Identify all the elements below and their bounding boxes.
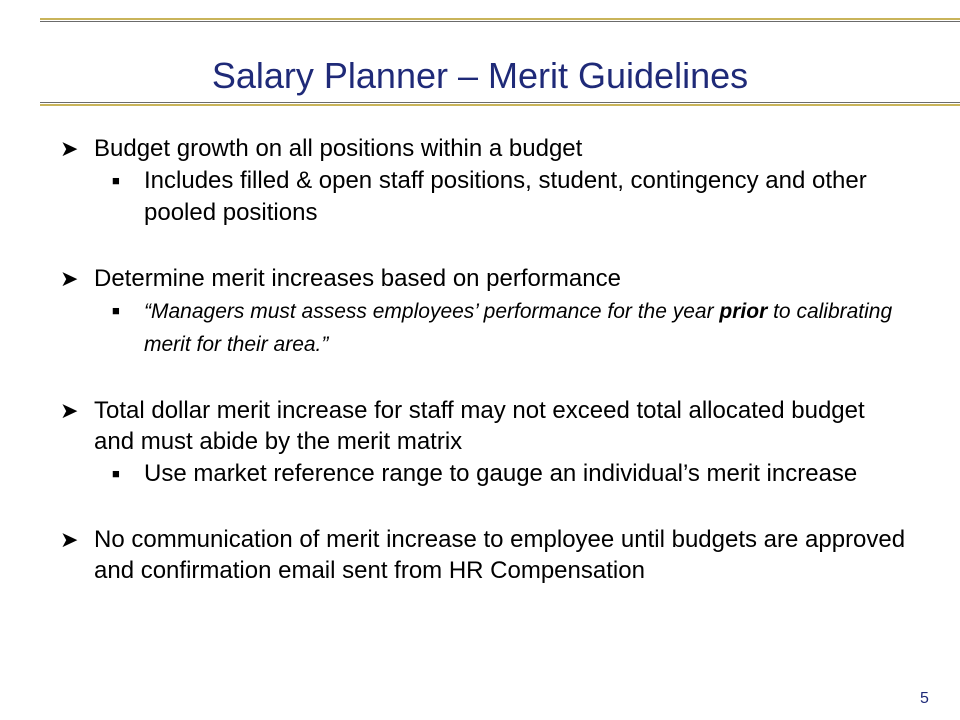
slide-content (60, 133, 910, 586)
square-bullet-icon: ■ (112, 173, 120, 188)
slide-title: Salary Planner – Merit Guidelines (211, 55, 749, 96)
square-bullet-icon: ■ (112, 466, 120, 481)
bullet-4-text: No communication of merit increase to employee until budgets are approved and confirmation email sent from HR Compensation (94, 526, 906, 584)
arrowhead-bullet-icon: ➤ (60, 398, 79, 423)
bullet-1-sub (60, 165, 910, 229)
arrowhead-bullet-icon: ➤ (60, 527, 79, 552)
bullet-3 (60, 395, 910, 457)
bullet-2 (60, 263, 910, 294)
arrowhead-bullet-icon: ➤ (60, 266, 79, 291)
bullet-2-sub-text-b: to calibrating merit for their area.” (144, 300, 893, 356)
bullet-2-sub (60, 295, 910, 361)
arrowhead-bullet-icon: ➤ (60, 136, 79, 161)
bullet-3-sub (60, 458, 910, 490)
bullet-1-sub-text: Includes filled & open staff positions, student, contingency and other pooled positions (144, 167, 867, 226)
bullet-2-text: Determine merit increases based on performance (94, 265, 621, 292)
bullet-2-sub-emphasis: prior (719, 300, 768, 323)
bullet-3-sub-text: Use market reference range to gauge an individual’s merit increase (144, 460, 858, 487)
bullet-3-text: Total dollar merit increase for staff may not exceed total allocated budget and must abide by the merit matrix (94, 397, 865, 455)
bullet-2-sub-text-a: “Managers must assess employees’ performance for the year (144, 300, 720, 323)
square-bullet-icon: ■ (112, 303, 120, 318)
bullet-1-text: Budget growth on all positions within a budget (94, 135, 583, 162)
page-number: 5 (920, 690, 929, 707)
bullet-1 (60, 133, 910, 164)
top-rule (40, 18, 960, 20)
bullet-4 (60, 524, 910, 586)
title-rule (40, 102, 960, 103)
